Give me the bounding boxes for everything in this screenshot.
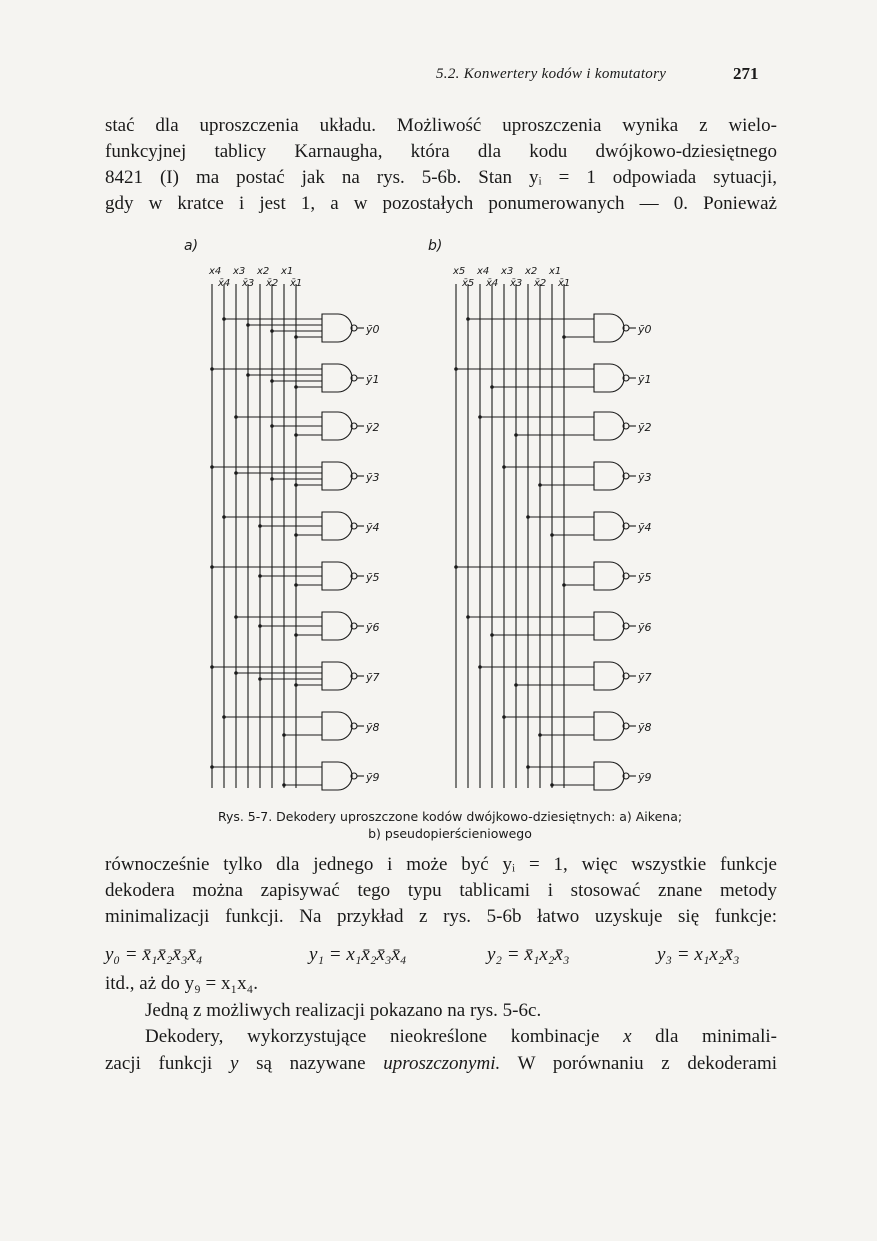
nand-gate [594,562,624,590]
junction-dot [466,317,470,321]
junction-dot [514,683,518,687]
output-label: ȳ8 [366,721,380,734]
nand-gate [594,314,624,342]
input-label: x3 [233,266,246,277]
page-number: 271 [733,64,759,83]
nand-gate [594,762,624,790]
figure-caption-line2: b) pseudopierścieniowego [368,826,532,841]
nand-gate [322,762,352,790]
junction-dot [270,329,274,333]
junction-dot [466,615,470,619]
output-label: ȳ2 [366,421,380,434]
input-label: x̄2 [534,278,547,289]
junction-dot [234,615,238,619]
junction-dot [294,335,298,339]
junction-dot [526,515,530,519]
junction-dot [210,665,214,669]
nand-gate [594,462,624,490]
junction-dot [526,765,530,769]
equation-y1: y₁ = x₁x̄₂x̄₃x̄₄ [309,944,407,965]
nand-gate [594,512,624,540]
junction-dot [538,483,542,487]
input-label: x5 [453,266,466,277]
junction-dot [502,465,506,469]
junction-dot [490,385,494,389]
paragraph-2-line: dekodera można zapisywać tego typu tablicami i stosować znane metody [105,880,777,901]
junction-dot [478,415,482,419]
paragraph-1-line: 8421 (I) ma postać jak na rys. 5-6b. Stan yᵢ = 1 odpowiada sytuacji, [105,167,777,188]
junction-dot [538,733,542,737]
junction-dot [454,565,458,569]
output-label: ȳ4 [638,521,652,534]
input-label: x̄4 [486,278,499,289]
input-label: x1 [549,266,562,277]
junction-dot [246,373,250,377]
junction-dot [294,433,298,437]
text-span: Dekodery, wykorzystujące nieokreślone kombinacje [145,1026,600,1047]
output-label: ȳ5 [638,571,652,584]
nand-gate [322,314,352,342]
paragraph-1-line: funkcyjnej tablicy Karnaugha, która dla kodu dwójkowo-dziesiętnego [105,141,777,162]
junction-dot [550,533,554,537]
input-label: x̄5 [462,278,475,289]
panel-label: a) [184,238,199,254]
output-label: ȳ0 [366,323,380,336]
junction-dot [210,465,214,469]
junction-dot [294,385,298,389]
junction-dot [490,633,494,637]
paragraph-1-line: stać dla uproszczenia układu. Możliwość uproszczenia wynika z wielo- [105,115,777,136]
nand-gate [322,562,352,590]
input-label: x2 [257,266,270,277]
junction-dot [210,565,214,569]
junction-dot [258,624,262,628]
junction-dot [222,515,226,519]
panel-label: b) [428,238,443,254]
input-label: x4 [477,266,490,277]
nand-gate [322,462,352,490]
output-label: ȳ4 [366,521,380,534]
nand-gate [322,612,352,640]
input-label: x3 [501,266,514,277]
nand-gate [594,364,624,392]
output-label: ȳ9 [638,771,652,784]
output-label: ȳ1 [638,373,652,386]
equations-row [105,944,785,972]
nand-gate [594,662,624,690]
running-header [0,62,877,86]
paragraph-2-line: równocześnie tylko dla jednego i może być yᵢ = 1, więc wszystkie funkcje [105,854,777,875]
equation-y3: y₃ = x₁x₂x̄₃ [657,944,740,965]
paragraph-3 [105,970,777,1024]
junction-dot [562,583,566,587]
paragraph-3-line1: itd., aż do y₉ = x₁x₄. [105,973,259,994]
junction-dot [270,477,274,481]
input-label: x̄1 [290,278,303,289]
input-label: x1 [281,266,294,277]
junction-dot [294,583,298,587]
output-label: ȳ1 [366,373,380,386]
junction-dot [282,733,286,737]
nand-gate [322,712,352,740]
output-label: ȳ6 [638,621,652,634]
text-span: W porównaniu z dekoderami [517,1053,778,1074]
equation-y0: y₀ = x̄₁x̄₂x̄₃x̄₄ [105,944,203,965]
input-label: x4 [209,266,222,277]
text-span: zacji funkcji [105,1053,213,1074]
output-label: ȳ7 [638,671,652,684]
text-span: są nazywane [256,1053,366,1074]
paragraph-4-line1 [105,1023,777,1050]
junction-dot [258,574,262,578]
junction-dot [454,367,458,371]
input-label: x̄3 [242,278,255,289]
junction-dot [258,524,262,528]
paragraph-2-line: minimalizacji funkcji. Na przykład z rys. 5-6b łatwo uzyskuje się funkcje: [105,906,777,927]
junction-dot [514,433,518,437]
nand-gate [322,662,352,690]
junction-dot [234,415,238,419]
junction-dot [294,533,298,537]
output-label: ȳ7 [366,671,380,684]
paragraph-4-line2 [105,1050,777,1077]
output-label: ȳ9 [366,771,380,784]
junction-dot [294,483,298,487]
junction-dot [294,633,298,637]
junction-dot [210,765,214,769]
figure-decoder-circuits [180,236,700,806]
output-label: ȳ6 [366,621,380,634]
paragraph-1-line: gdy w kratce i jest 1, a w pozostałych ponumerowanych — 0. Ponieważ [105,193,777,214]
junction-dot [222,715,226,719]
decoder-circuit-diagram [180,236,700,806]
junction-dot [294,683,298,687]
input-label: x̄4 [218,278,231,289]
paragraph-4 [105,1023,777,1077]
junction-dot [246,323,250,327]
nand-gate [322,512,352,540]
junction-dot [222,317,226,321]
junction-dot [210,367,214,371]
input-label: x̄2 [266,278,279,289]
junction-dot [234,671,238,675]
variable-x: x [623,1026,632,1047]
paragraph-3-line2: Jedną z możliwych realizacji pokazano na rys. 5-6c. [145,1000,542,1021]
running-header-title: 5.2. Konwertery kodów i komutatory [436,66,667,82]
output-label: ȳ2 [638,421,652,434]
output-label: ȳ8 [638,721,652,734]
output-label: ȳ0 [638,323,652,336]
text-span: dla minimali- [655,1026,777,1047]
emphasized-term: uproszczonymi. [383,1053,501,1074]
nand-gate [322,412,352,440]
output-label: ȳ3 [366,471,380,484]
junction-dot [282,783,286,787]
figure-caption-line1: Rys. 5-7. Dekodery uproszczone kodów dwójkowo-dziesiętnych: a) Aikena; [217,809,683,824]
figure-caption [140,808,760,842]
equation-y2: y₂ = x̄₁x₂x̄₃ [487,944,570,965]
output-label: ȳ5 [366,571,380,584]
junction-dot [270,379,274,383]
junction-dot [478,665,482,669]
variable-y: y [230,1053,239,1074]
nand-gate [594,412,624,440]
paragraph-1 [105,113,777,217]
junction-dot [502,715,506,719]
nand-gate [594,712,624,740]
input-label: x̄1 [558,278,571,289]
nand-gate [322,364,352,392]
junction-dot [270,424,274,428]
output-label: ȳ3 [638,471,652,484]
junction-dot [550,783,554,787]
input-label: x2 [525,266,538,277]
nand-gate [594,612,624,640]
input-label: x̄3 [510,278,523,289]
junction-dot [258,677,262,681]
junction-dot [562,335,566,339]
paragraph-2 [105,852,777,930]
junction-dot [234,471,238,475]
